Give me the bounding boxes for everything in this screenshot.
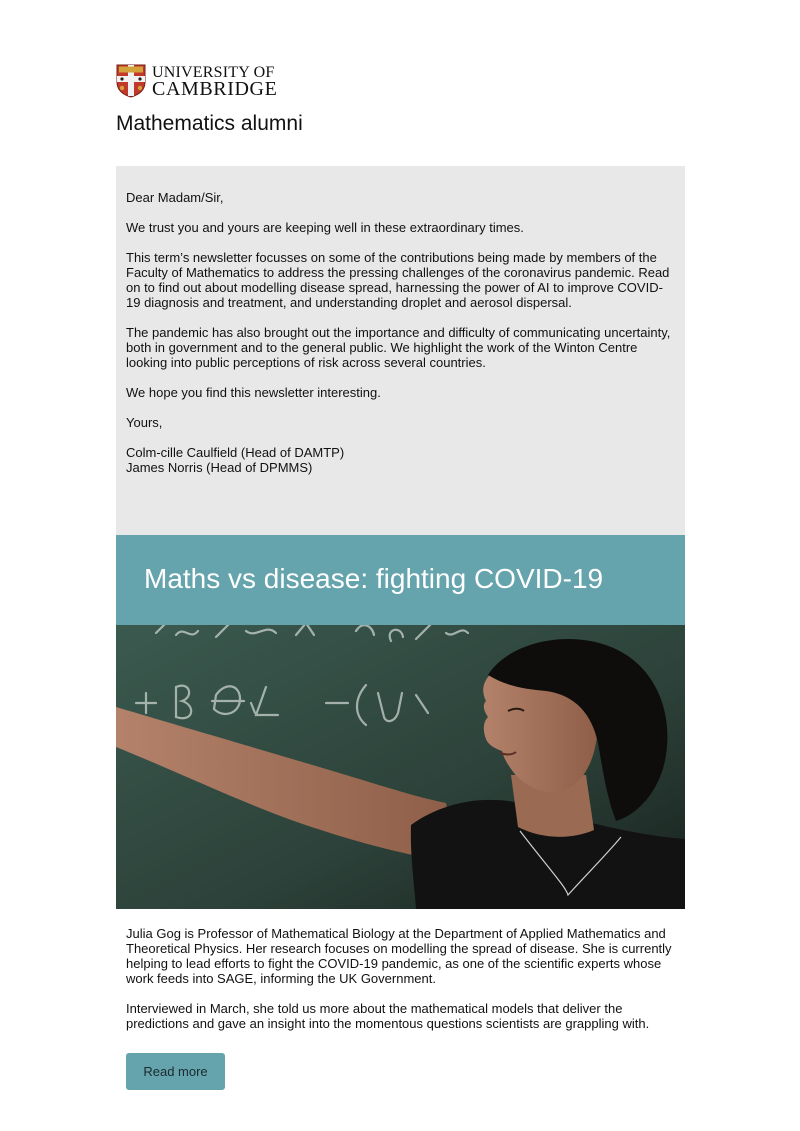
read-more-button[interactable]: Read more bbox=[126, 1053, 225, 1090]
logo-wordmark bbox=[152, 64, 278, 100]
article-paragraph: Interviewed in March, she told us more about the mathematical models that deliver the predictions and gave an insight into the momentous questions scientists are grappling with. bbox=[126, 1001, 650, 1031]
letter-greeting: Dear Madam/Sir, bbox=[126, 190, 224, 205]
letter-paragraph: We trust you and yours are keeping well in these extraordinary times. bbox=[126, 220, 524, 235]
newsletter-title: Mathematics alumni bbox=[116, 112, 303, 135]
letter-paragraph: We hope you find this newsletter interesting. bbox=[126, 385, 381, 400]
intro-letter bbox=[116, 166, 685, 535]
logo-line-cambridge: CAMBRIDGE bbox=[152, 78, 278, 100]
university-logo[interactable] bbox=[116, 64, 277, 98]
cambridge-crest-icon bbox=[116, 64, 146, 98]
lecturer-at-blackboard-photo-icon bbox=[116, 625, 685, 909]
letter-paragraph: The pandemic has also brought out the importance and difficulty of communicating uncertainty, both in government and to the general public. We highlight the work of the Winton Centre looking into public perceptions of risk across several countries. bbox=[126, 325, 671, 370]
logo-line-university: UNIVERSITY OF bbox=[152, 64, 275, 81]
feature-title: Maths vs disease: fighting COVID-19 bbox=[144, 563, 604, 594]
feature-banner bbox=[116, 535, 685, 625]
article-paragraph: Julia Gog is Professor of Mathematical Biology at the Department of Applied Mathematics and Theoretical Physics. Her research focuses on modelling the spread of disease. She is currently helping to lead efforts to fight the COVID-19 pandemic, as one of the scientific experts whose work feeds into SAGE, informing the UK Government. bbox=[126, 926, 672, 986]
letter-signature: James Norris (Head of DPMMS) bbox=[126, 460, 313, 475]
feature-article bbox=[126, 926, 676, 1046]
letter-signature: Colm-cille Caulfield (Head of DAMTP) bbox=[126, 445, 345, 460]
letter-paragraph: This term’s newsletter focusses on some of the contributions being made by members of the Faculty of Mathematics to address the pressing challenges of the coronavirus pandemic. Read on to find out about modelling disease spread, harnessing the power of AI to improve COVID-19 diagnosis and treatment, and understanding droplet and aerosol dispersal. bbox=[126, 250, 670, 310]
letter-closing: Yours, bbox=[126, 415, 163, 430]
feature-photo bbox=[116, 625, 685, 909]
